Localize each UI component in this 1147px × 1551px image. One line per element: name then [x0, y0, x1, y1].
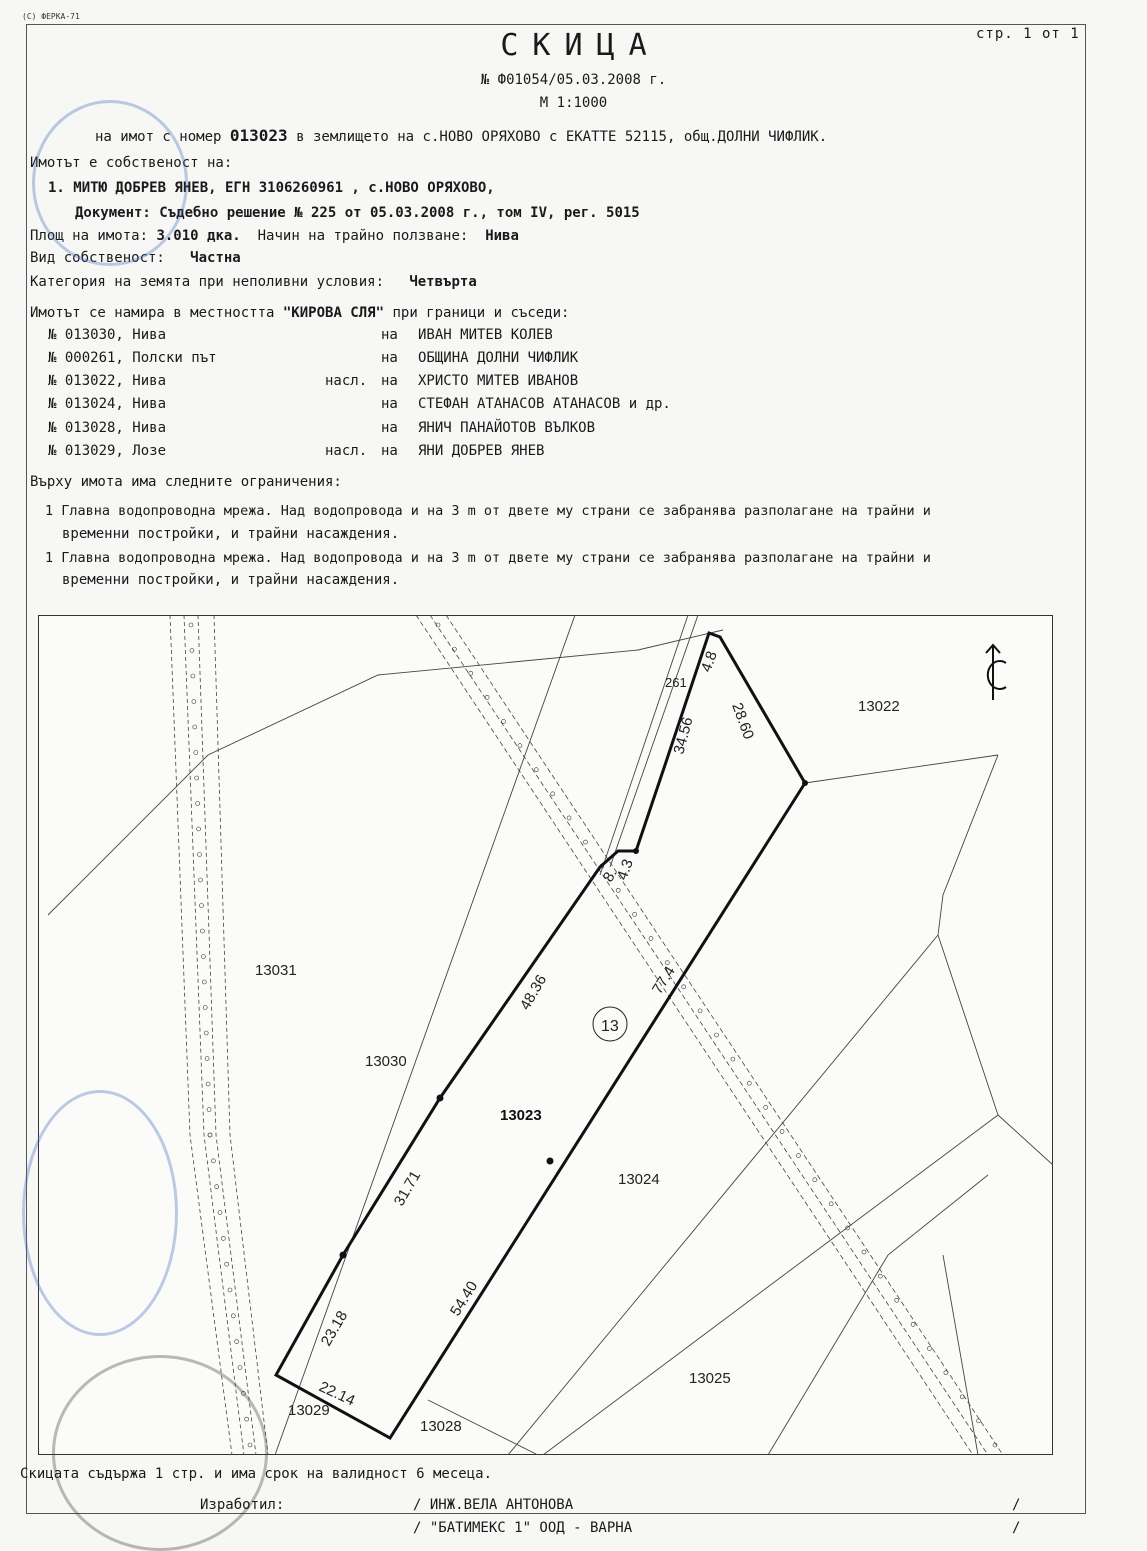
location-name: "КИРОВА СЛЯ" — [282, 305, 385, 321]
dimension-label: 34.56 — [670, 715, 697, 757]
neighbor-na: на — [381, 350, 398, 366]
property-intro: на имот с номер — [95, 129, 222, 145]
parcel-label: 13022 — [858, 698, 900, 715]
dimension-label: 4.3 — [613, 856, 637, 883]
validity-note: Скицата съдържа 1 стр. и има срок на валидност 6 месеца. — [20, 1466, 493, 1482]
neighbor-id: № 013029, Лозе — [48, 443, 167, 459]
neighbor-na: на — [381, 396, 398, 412]
corner-mark: (С) ФЕРКА-71 — [22, 12, 80, 21]
section-label: 13 — [601, 1018, 619, 1035]
parcel-label: 13028 — [420, 1418, 462, 1435]
property-location: в землището на с.НОВО ОРЯХОВО с ЕКАТТЕ 52115, общ.ДОЛНИ ЧИФЛИК. — [296, 129, 828, 145]
parcel-label: 13031 — [255, 962, 297, 979]
neighbor-owner: СТЕФАН АТАНАСОВ АТАНАСОВ и др. — [418, 396, 671, 412]
ownership-label: Вид собственост: — [30, 250, 165, 266]
owner-name: 1. МИТЮ ДОБРЕВ ЯНЕВ, ЕГН 3106260961 , с.НОВО ОРЯХОВО, — [48, 180, 495, 196]
neighbor-na: на — [381, 373, 398, 389]
property-number: 013023 — [229, 126, 288, 145]
dimension-label: 77.4 — [648, 963, 679, 998]
category-line — [30, 274, 477, 290]
property-line — [95, 126, 827, 145]
document-scale: М 1:1000 — [539, 95, 608, 111]
dimension-label: 31.71 — [390, 1167, 425, 1209]
author-name: / ИНЖ.ВЕЛА АНТОНОВА — [413, 1497, 574, 1513]
neighbor-prefix: насл. — [325, 443, 368, 459]
restrictions-label: Върху имота има следните ограничения: — [30, 474, 342, 490]
prepared-label: Изработил: — [200, 1497, 285, 1513]
dimension-label: 23.18 — [317, 1307, 352, 1349]
neighbor-id: № 013024, Нива — [48, 396, 167, 412]
parcel-label: 13025 — [689, 1370, 731, 1387]
footer-slash: / — [1012, 1520, 1021, 1536]
location-suffix: при граници и съседи: — [392, 305, 570, 321]
dimension-label: 28.60 — [728, 700, 758, 742]
category-label: Категория на земята при неполивни условия: — [30, 274, 385, 290]
map-frame — [39, 616, 1053, 1455]
parcel-label: 13030 — [365, 1053, 407, 1070]
parcel-label: 13024 — [618, 1171, 660, 1188]
dimension-label: 54.40 — [446, 1278, 482, 1320]
area-value: 3.010 дка. — [156, 228, 241, 244]
owner-document: Документ: Съдебно решение № 225 от 05.03.2008 г., том IV, рег. 5015 — [75, 205, 640, 221]
area-label: Площ на имота: — [30, 228, 149, 244]
location-prefix: Имотът се намира в местността — [30, 305, 275, 321]
parcel-label: 13029 — [288, 1402, 330, 1419]
usage-label: Начин на трайно ползване: — [257, 228, 469, 244]
seal-stamp-icon — [52, 1355, 268, 1551]
restriction-1-line-1: 1 Главна водопроводна мрежа. Над водопровода и на 3 m от двете му страни се забранява разполагане на трайни и — [45, 503, 931, 519]
company-name: / "БАТИМЕКС 1" ООД - ВАРНА — [413, 1520, 633, 1536]
location-line — [30, 305, 569, 321]
document-title: СКИЦА — [500, 28, 661, 63]
restriction-2-line-1: 1 Главна водопроводна мрежа. Над водопровода и на 3 m от двете му страни се забранява разполагане на трайни и — [45, 550, 931, 566]
neighbor-owner: ИВАН МИТЕВ КОЛЕВ — [418, 327, 553, 343]
official-stamp-icon — [22, 1090, 178, 1336]
restriction-1-line-2: временни постройки, и трайни насаждения. — [62, 526, 400, 542]
main-parcel-label: 13023 — [500, 1107, 542, 1124]
road-label: 261 — [665, 675, 687, 690]
owner-label: Имотът е собственост на: — [30, 155, 233, 171]
document-number: № Ф01054/05.03.2008 г. — [480, 72, 667, 88]
neighbor-id: № 013028, Нива — [48, 420, 167, 436]
neighbor-na: на — [381, 327, 398, 343]
page-number: стр. 1 от 1 — [976, 26, 1080, 42]
dimension-label: 48.36 — [516, 971, 551, 1013]
dimension-label: 22.14 — [316, 1378, 358, 1410]
category-value: Четвърта — [409, 274, 477, 290]
neighbor-prefix: насл. — [325, 373, 368, 389]
ownership-value: Частна — [190, 250, 241, 266]
neighbor-na: на — [381, 443, 398, 459]
usage-value: Нива — [485, 228, 519, 244]
neighbor-owner: ЯНИ ДОБРЕВ ЯНЕВ — [418, 443, 545, 459]
neighbor-owner: ХРИСТО МИТЕВ ИВАНОВ — [418, 373, 579, 389]
neighbor-id: № 000261, Полски път — [48, 350, 217, 366]
neighbor-owner: ОБЩИНА ДОЛНИ ЧИФЛИК — [418, 350, 579, 366]
dimension-label: 8. — [599, 865, 621, 885]
cadastral-map — [38, 615, 1053, 1455]
official-stamp-icon — [32, 100, 188, 266]
neighbor-id: № 013030, Нива — [48, 327, 167, 343]
neighbor-id: № 013022, Нива — [48, 373, 167, 389]
footer-slash: / — [1012, 1497, 1021, 1513]
neighbor-na: на — [381, 420, 398, 436]
restriction-2-line-2: временни постройки, и трайни насаждения. — [62, 572, 400, 588]
dimension-label: 4.8 — [697, 648, 721, 675]
neighbor-owner: ЯНИЧ ПАНАЙОТОВ ВЪЛКОВ — [418, 420, 596, 436]
